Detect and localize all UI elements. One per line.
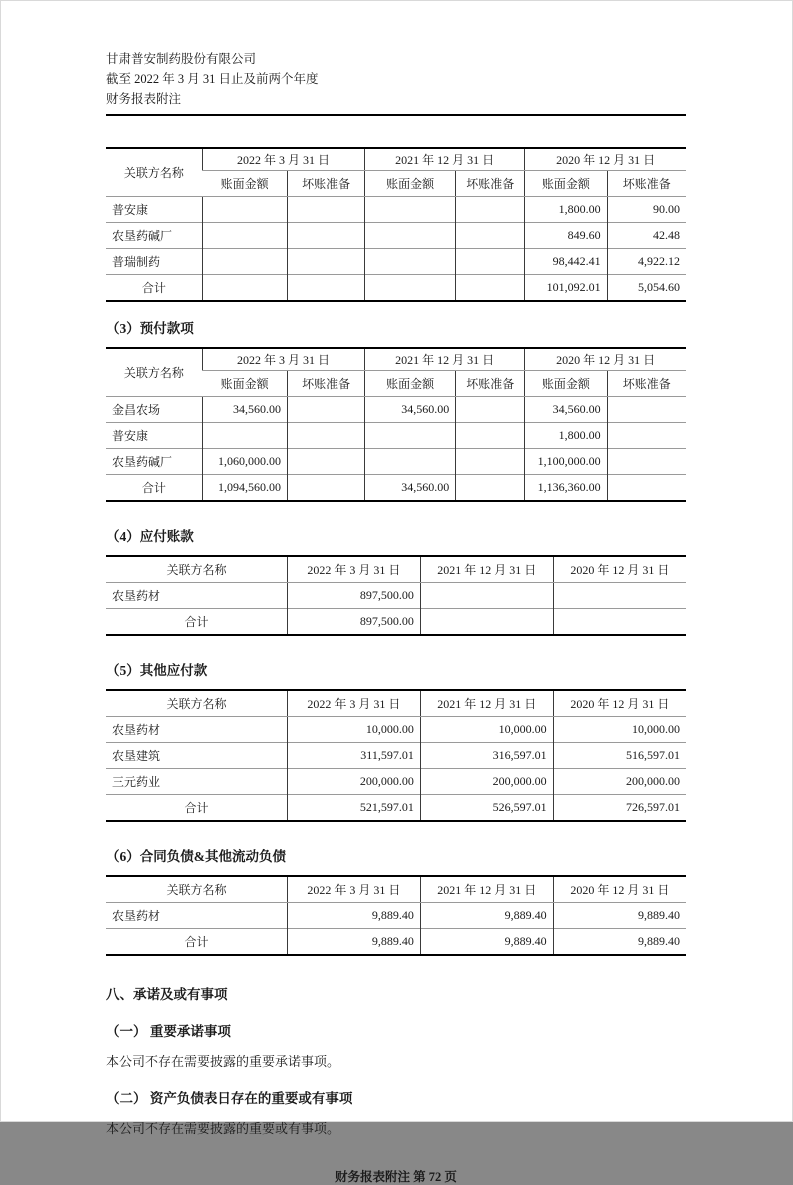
col-header-2022: 2022 年 3 月 31 日 xyxy=(288,876,421,903)
cell-value xyxy=(420,583,553,609)
party-name: 农垦药碱厂 xyxy=(106,223,202,249)
cell-value: 9,889.40 xyxy=(288,929,421,956)
party-name: 普安康 xyxy=(112,203,149,217)
table-row xyxy=(106,423,686,449)
cell-value xyxy=(607,397,686,423)
cell-value: 1,060,000.00 xyxy=(202,449,287,475)
col-header-2021: 2021 年 12 月 31 日 xyxy=(420,876,553,903)
cell-value: 897,500.00 xyxy=(288,583,421,609)
cell-value: 5,054.60 xyxy=(607,275,686,302)
document-title: 财务报表附注 xyxy=(106,92,182,106)
cell-value: 1,094,560.00 xyxy=(202,475,287,502)
cell-value: 9,889.40 xyxy=(420,903,553,929)
cell-value: 9,889.40 xyxy=(420,929,553,956)
table-total-row xyxy=(106,275,686,302)
section-heading-other-payables: （5）其他应付款 xyxy=(106,663,208,678)
table-row xyxy=(106,769,686,795)
total-label: 合计 xyxy=(106,795,288,822)
cell-value xyxy=(456,449,525,475)
cell-value: 516,597.01 xyxy=(553,743,686,769)
cell-value xyxy=(420,609,553,636)
cell-value xyxy=(456,423,525,449)
cell-value: 849.60 xyxy=(525,223,607,249)
cell-value xyxy=(202,223,287,249)
cell-value: 200,000.00 xyxy=(288,769,421,795)
subsection-heading-contingencies: （二） 资产负债表日存在的重要或有事项 xyxy=(106,1091,353,1106)
table-total-row xyxy=(106,609,686,636)
cell-value: 311,597.01 xyxy=(288,743,421,769)
cell-value: 897,500.00 xyxy=(288,609,421,636)
table-row xyxy=(106,223,686,249)
cell-value: 9,889.40 xyxy=(288,903,421,929)
col-header-book-amount: 账面金额 xyxy=(202,371,287,397)
contract-liabilities-table xyxy=(106,875,686,956)
cell-value xyxy=(607,423,686,449)
cell-value xyxy=(456,475,525,502)
section-heading-contract-liabilities: （6）合同负债&其他流动负债 xyxy=(106,849,286,864)
cell-value xyxy=(607,449,686,475)
col-header-related-party: 关联方名称 xyxy=(106,876,288,903)
cell-value: 1,136,360.00 xyxy=(525,475,607,502)
col-header-2022: 2022 年 3 月 31 日 xyxy=(202,148,364,171)
other-payables-table xyxy=(106,689,686,822)
table-row xyxy=(106,903,686,929)
col-header-2021: 2021 年 12 月 31 日 xyxy=(365,348,525,371)
cell-value xyxy=(456,275,525,302)
col-header-bad-debt: 坏账准备 xyxy=(288,171,365,197)
cell-value xyxy=(456,197,525,223)
section-heading-prepayments: （3）预付款项 xyxy=(106,321,194,336)
cell-value: 98,442.41 xyxy=(525,249,607,275)
cell-value xyxy=(288,397,365,423)
report-period: 截至 2022 年 3 月 31 日止及前两个年度 xyxy=(106,72,319,86)
col-header-2021: 2021 年 12 月 31 日 xyxy=(365,148,525,171)
col-header-bad-debt: 坏账准备 xyxy=(288,371,365,397)
col-header-bad-debt: 坏账准备 xyxy=(456,371,525,397)
col-header-2022: 2022 年 3 月 31 日 xyxy=(288,556,421,583)
cell-value xyxy=(365,197,456,223)
table-row xyxy=(106,717,686,743)
cell-value xyxy=(288,197,365,223)
paragraph-commitments: 本公司不存在需要披露的重要承诺事项。 xyxy=(106,1054,341,1069)
table-row xyxy=(106,397,686,423)
cell-value: 34,560.00 xyxy=(525,397,607,423)
col-header-2020: 2020 年 12 月 31 日 xyxy=(553,556,686,583)
cell-value: 521,597.01 xyxy=(288,795,421,822)
header-divider xyxy=(106,114,686,116)
cell-value xyxy=(288,223,365,249)
cell-value: 726,597.01 xyxy=(553,795,686,822)
cell-value: 1,800.00 xyxy=(525,197,607,223)
paragraph-contingencies: 本公司不存在需要披露的重要或有事项。 xyxy=(106,1121,341,1136)
cell-value xyxy=(456,397,525,423)
party-name: 农垦药碱厂 xyxy=(106,449,202,475)
table-row xyxy=(106,249,686,275)
cell-value: 9,889.40 xyxy=(553,903,686,929)
col-header-2020: 2020 年 12 月 31 日 xyxy=(525,348,686,371)
subsection-heading-important-commitments: （一） 重要承诺事项 xyxy=(106,1024,231,1039)
cell-value xyxy=(365,275,456,302)
col-header-related-party: 关联方名称 xyxy=(106,690,288,717)
cell-value: 1,800.00 xyxy=(525,423,607,449)
col-header-2022: 2022 年 3 月 31 日 xyxy=(288,690,421,717)
table-total-row xyxy=(106,475,686,502)
col-header-book-amount: 账面金额 xyxy=(525,371,607,397)
cell-value xyxy=(288,423,365,449)
prepayments-table xyxy=(106,347,686,502)
cell-value xyxy=(365,423,456,449)
cell-value xyxy=(365,449,456,475)
total-label: 合计 xyxy=(106,275,202,302)
cell-value: 90.00 xyxy=(607,197,686,223)
col-header-2022: 2022 年 3 月 31 日 xyxy=(202,348,364,371)
col-header-book-amount: 账面金额 xyxy=(202,171,287,197)
col-header-related-party: 关联方名称 xyxy=(106,556,288,583)
cell-value: 10,000.00 xyxy=(553,717,686,743)
cell-value: 34,560.00 xyxy=(365,397,456,423)
party-name: 三元药业 xyxy=(106,769,288,795)
col-header-2020: 2020 年 12 月 31 日 xyxy=(525,148,686,171)
party-name: 农垦建筑 xyxy=(106,743,288,769)
col-header-2020: 2020 年 12 月 31 日 xyxy=(553,876,686,903)
cell-value xyxy=(553,583,686,609)
col-header-bad-debt: 坏账准备 xyxy=(607,171,686,197)
cell-value: 10,000.00 xyxy=(288,717,421,743)
cell-value xyxy=(365,223,456,249)
col-header-related-party: 关联方名称 xyxy=(106,348,202,397)
table-row xyxy=(106,449,686,475)
cell-value xyxy=(202,423,287,449)
receivables-continued-table xyxy=(106,147,686,302)
company-name: 甘肃普安制药股份有限公司 xyxy=(106,52,257,66)
accounts-payable-table xyxy=(106,555,686,636)
party-name: 普安康 xyxy=(106,423,202,449)
party-name: 农垦药材 xyxy=(112,723,161,737)
col-header-bad-debt: 坏账准备 xyxy=(607,371,686,397)
cell-value xyxy=(456,249,525,275)
cell-value xyxy=(553,609,686,636)
party-name: 农垦药材 xyxy=(112,589,161,603)
cell-value xyxy=(288,449,365,475)
cell-value: 4,922.12 xyxy=(607,249,686,275)
table-row xyxy=(106,197,686,223)
cell-value: 101,092.01 xyxy=(525,275,607,302)
total-label: 合计 xyxy=(106,929,288,956)
col-header-book-amount: 账面金额 xyxy=(525,171,607,197)
col-header-2020: 2020 年 12 月 31 日 xyxy=(553,690,686,717)
cell-value: 526,597.01 xyxy=(420,795,553,822)
col-header-book-amount: 账面金额 xyxy=(365,371,456,397)
cell-value: 200,000.00 xyxy=(420,769,553,795)
party-name: 农垦药材 xyxy=(112,909,161,923)
cell-value: 1,100,000.00 xyxy=(525,449,607,475)
col-header-2021: 2021 年 12 月 31 日 xyxy=(420,690,553,717)
cell-value: 10,000.00 xyxy=(420,717,553,743)
cell-value xyxy=(202,249,287,275)
cell-value: 200,000.00 xyxy=(553,769,686,795)
table-total-row xyxy=(106,929,686,956)
party-name: 金昌农场 xyxy=(112,403,161,417)
col-header-related-party: 关联方名称 xyxy=(106,148,202,197)
cell-value xyxy=(288,475,365,502)
cell-value xyxy=(202,275,287,302)
cell-value xyxy=(288,249,365,275)
cell-value xyxy=(607,475,686,502)
section-heading-accounts-payable: （4）应付账款 xyxy=(106,529,194,544)
cell-value xyxy=(202,197,287,223)
cell-value xyxy=(365,249,456,275)
cell-value xyxy=(288,275,365,302)
cell-value: 316,597.01 xyxy=(420,743,553,769)
party-name: 普瑞制药 xyxy=(106,249,202,275)
cell-value xyxy=(456,223,525,249)
cell-value: 34,560.00 xyxy=(365,475,456,502)
cell-value: 42.48 xyxy=(607,223,686,249)
cell-value: 9,889.40 xyxy=(553,929,686,956)
section-heading-commitments: 八、承诺及或有事项 xyxy=(106,987,228,1002)
table-row xyxy=(106,743,686,769)
col-header-book-amount: 账面金额 xyxy=(365,171,456,197)
document-header xyxy=(106,49,686,109)
page-footer: 财务报表附注 第 72 页 xyxy=(335,1170,457,1184)
total-label: 合计 xyxy=(106,475,202,502)
table-row xyxy=(106,583,686,609)
cell-value: 34,560.00 xyxy=(202,397,287,423)
total-label: 合计 xyxy=(106,609,288,636)
col-header-2021: 2021 年 12 月 31 日 xyxy=(420,556,553,583)
table-total-row xyxy=(106,795,686,822)
col-header-bad-debt: 坏账准备 xyxy=(456,171,525,197)
